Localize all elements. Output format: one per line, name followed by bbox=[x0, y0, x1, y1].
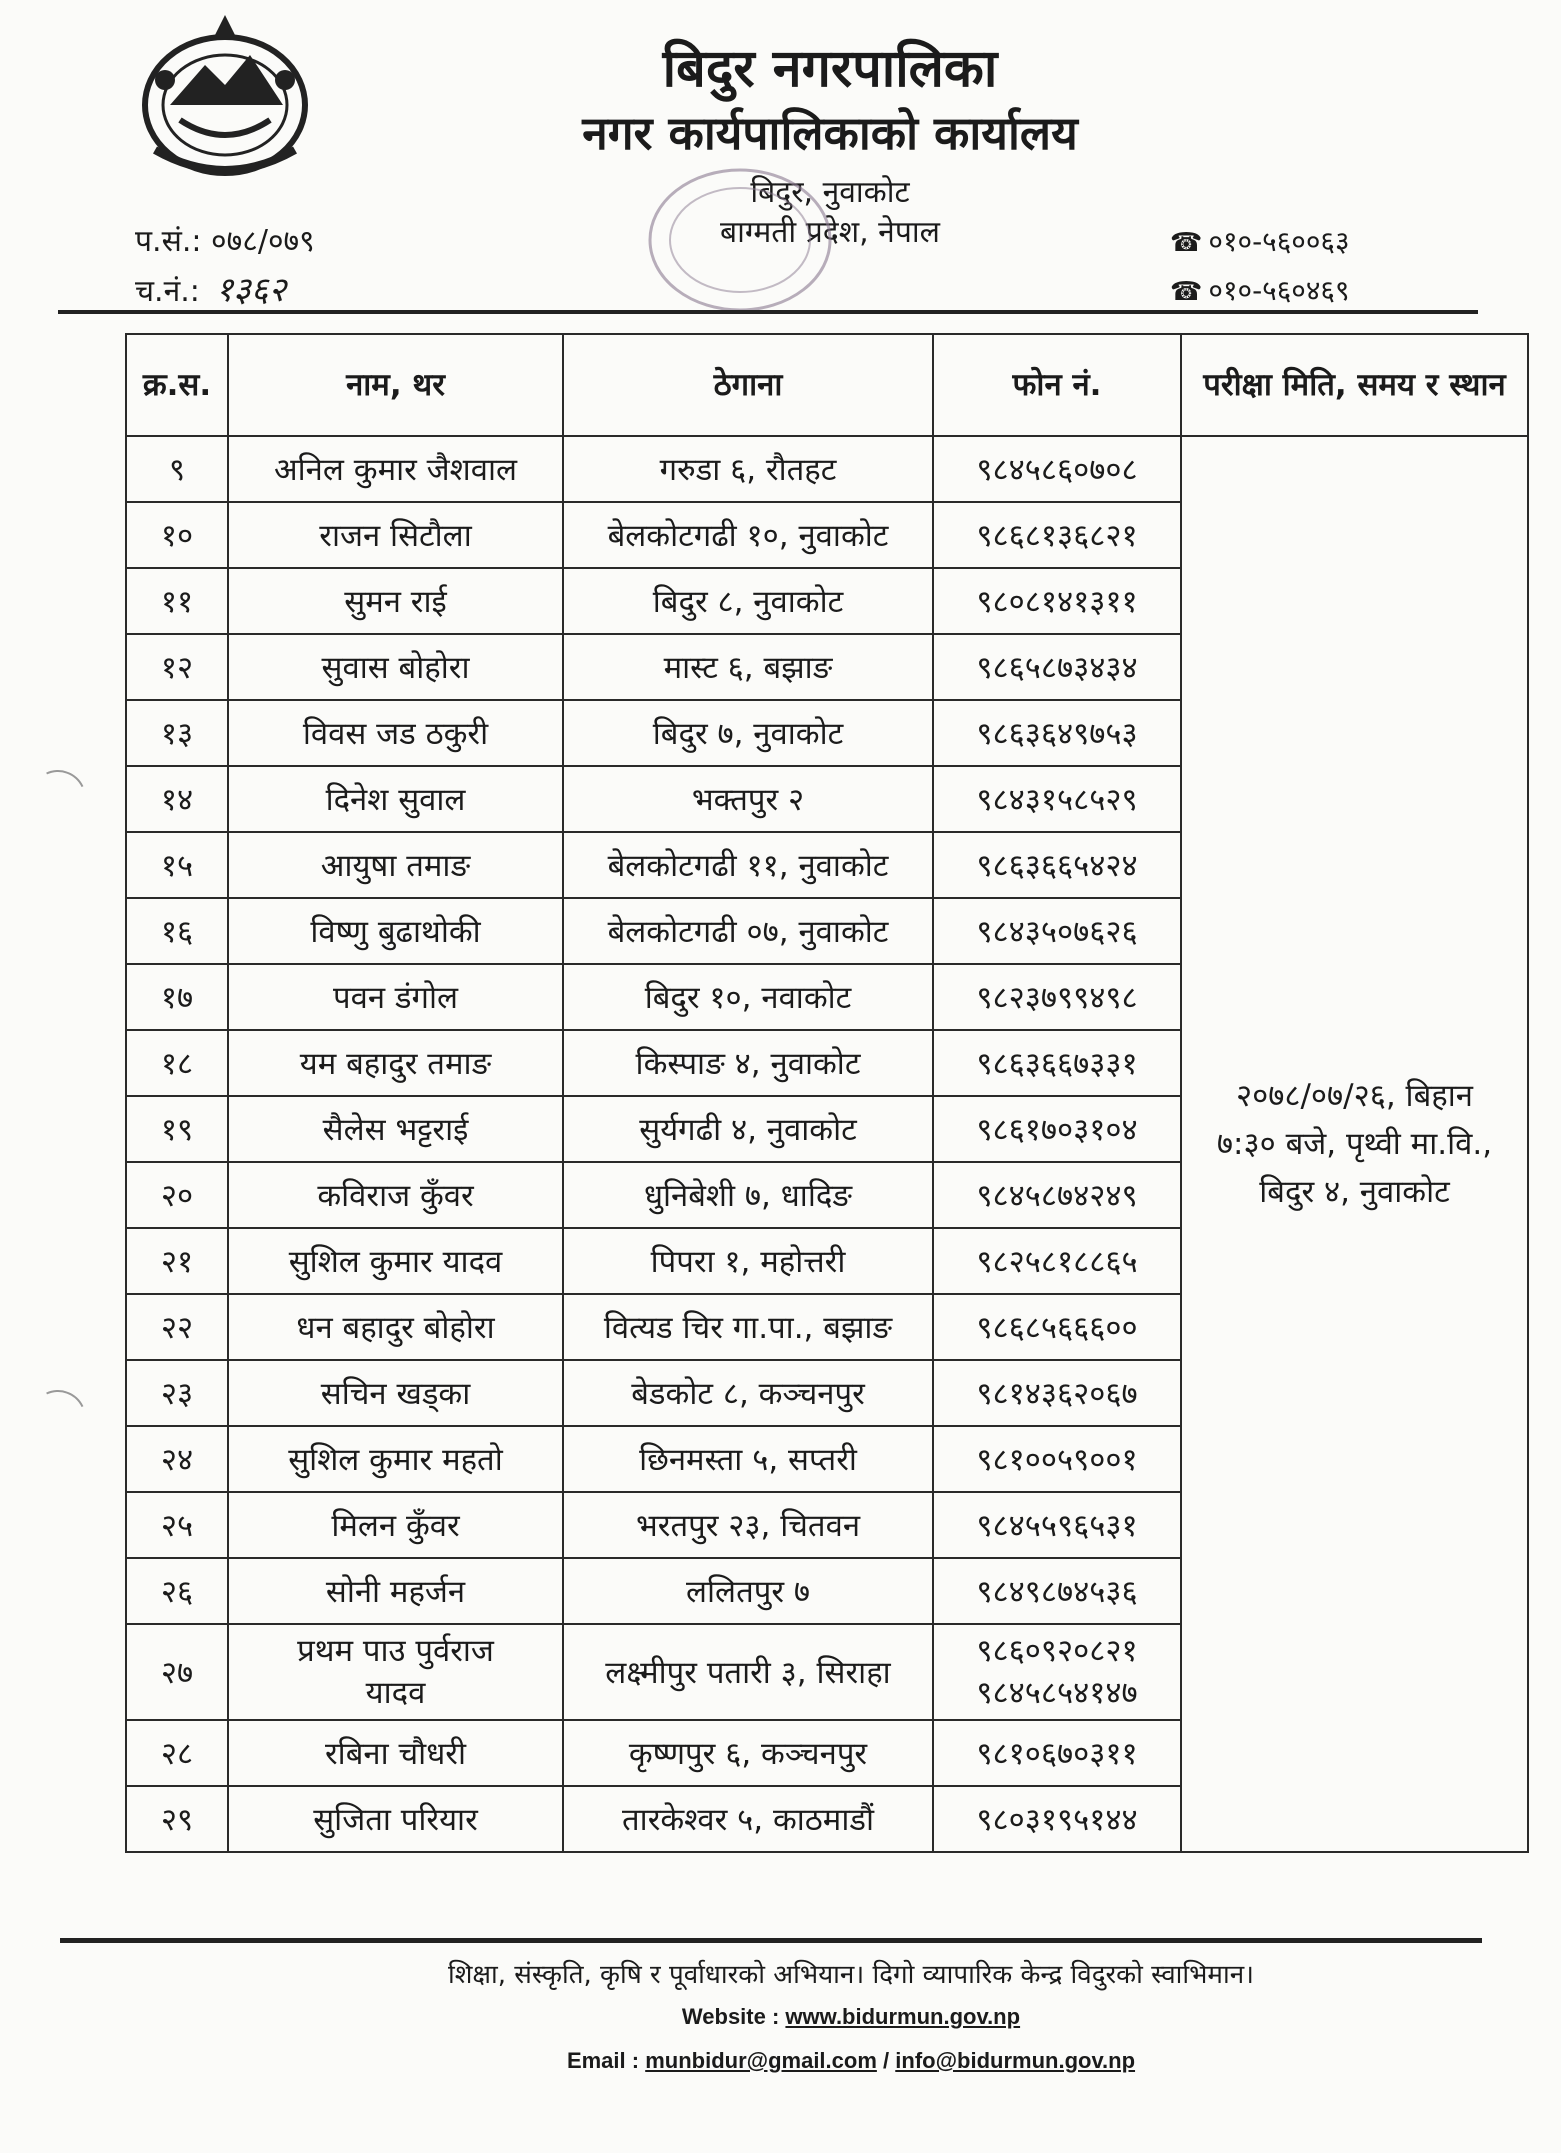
address-cell: कृष्णपुर ६, कञ्चनपुर bbox=[563, 1720, 933, 1786]
phone-cell: ९८४५८७४२४९ bbox=[933, 1162, 1181, 1228]
dispatch-value: १३६२ bbox=[215, 270, 287, 310]
header-exam-info: परीक्षा मिति, समय र स्थान bbox=[1181, 334, 1528, 436]
name-cell: कविराज कुँवर bbox=[228, 1162, 563, 1228]
header-name: नाम, थर bbox=[228, 334, 563, 436]
address-cell: सुर्यगढी ४, नुवाकोट bbox=[563, 1096, 933, 1162]
address-cell: गरुडा ६, रौतहट bbox=[563, 436, 933, 502]
address-cell: बिदुर १०, नवाकोट bbox=[563, 964, 933, 1030]
address-cell: बेडकोट ८, कञ्चनपुर bbox=[563, 1360, 933, 1426]
email-link-2[interactable]: info@bidurmun.gov.np bbox=[895, 2048, 1136, 2073]
website-label: Website : bbox=[681, 2004, 780, 2029]
ref-label: प.सं.: bbox=[135, 224, 202, 259]
name-cell: सुशिल कुमार यादव bbox=[228, 1228, 563, 1294]
phone-cell bbox=[933, 1624, 1181, 1720]
serial-cell: ११ bbox=[126, 568, 228, 634]
address-cell: तारकेश्वर ५, काठमाडौं bbox=[563, 1786, 933, 1852]
address-cell: बेलकोटगढी १०, नुवाकोट bbox=[563, 502, 933, 568]
serial-cell: २२ bbox=[126, 1294, 228, 1360]
serial-cell: १८ bbox=[126, 1030, 228, 1096]
serial-cell: १० bbox=[126, 502, 228, 568]
serial-cell: २७ bbox=[126, 1624, 228, 1720]
serial-cell: २८ bbox=[126, 1720, 228, 1786]
phone-cell: ९८१००५९००१ bbox=[933, 1426, 1181, 1492]
phone-cell: ९८६८५६६६०० bbox=[933, 1294, 1181, 1360]
reference-numbers bbox=[135, 218, 315, 316]
address-cell: पिपरा १, महोत्तरी bbox=[563, 1228, 933, 1294]
punch-hole bbox=[22, 762, 94, 834]
candidate-table bbox=[125, 333, 1529, 1853]
table-row bbox=[126, 436, 1528, 502]
phone-cell: ९८६५८७३४३४ bbox=[933, 634, 1181, 700]
serial-cell: १६ bbox=[126, 898, 228, 964]
address-line-1: बिदुर, नुवाकोट bbox=[750, 175, 910, 210]
address-cell: बेलकोटगढी ०७, नुवाकोट bbox=[563, 898, 933, 964]
serial-cell: २० bbox=[126, 1162, 228, 1228]
address-cell: भक्तपुर २ bbox=[563, 766, 933, 832]
phone-cell: ९८४३५०७६२६ bbox=[933, 898, 1181, 964]
exam-info-line: बिदुर ४, नुवाकोट bbox=[1259, 1174, 1450, 1210]
phone-cell: ९८४३१५८५२९ bbox=[933, 766, 1181, 832]
address-cell: ललितपुर ७ bbox=[563, 1558, 933, 1624]
address-cell: बिदुर ८, नुवाकोट bbox=[563, 568, 933, 634]
email-link-1[interactable]: munbidur@gmail.com bbox=[645, 2048, 877, 2073]
office-stamp bbox=[640, 160, 840, 320]
header-divider bbox=[58, 310, 1478, 314]
name-cell: धन बहादुर बोहोरा bbox=[228, 1294, 563, 1360]
name-cell: पवन डंगोल bbox=[228, 964, 563, 1030]
phone-cell: ९८६१७०३१०४ bbox=[933, 1096, 1181, 1162]
phone-cell: ९८६३६६७३३१ bbox=[933, 1030, 1181, 1096]
serial-cell: २१ bbox=[126, 1228, 228, 1294]
phone-cell: ९८२३७९९४९८ bbox=[933, 964, 1181, 1030]
address-cell: मास्ट ६, बझाङ bbox=[563, 634, 933, 700]
name-cell: यम बहादुर तमाङ bbox=[228, 1030, 563, 1096]
phone-line: ९८४५८५४१४७ bbox=[976, 1675, 1138, 1711]
serial-cell: २३ bbox=[126, 1360, 228, 1426]
footer-email bbox=[220, 2039, 1482, 2083]
serial-cell: १३ bbox=[126, 700, 228, 766]
name-cell bbox=[228, 1624, 563, 1720]
address-cell: भरतपुर २३, चितवन bbox=[563, 1492, 933, 1558]
telephone-icon: ☎ bbox=[1170, 228, 1203, 258]
phone-2: ०१०-५६०४६९ bbox=[1208, 274, 1350, 307]
name-cell: रबिना चौधरी bbox=[228, 1720, 563, 1786]
address-cell: बिदुर ७, नुवाकोट bbox=[563, 700, 933, 766]
name-cell: सैलेस भट्टराई bbox=[228, 1096, 563, 1162]
phone-cell: ९८४५५९६५३१ bbox=[933, 1492, 1181, 1558]
name-cell: सोनी महर्जन bbox=[228, 1558, 563, 1624]
header-address: ठेगाना bbox=[563, 334, 933, 436]
email-label: Email : bbox=[566, 2048, 640, 2073]
serial-cell: १२ bbox=[126, 634, 228, 700]
phone-row-2 bbox=[1170, 267, 1350, 316]
phone-cell: ९८०८१४१३११ bbox=[933, 568, 1181, 634]
punch-hole bbox=[22, 1382, 94, 1454]
address-cell: छिनमस्ता ५, सप्तरी bbox=[563, 1426, 933, 1492]
name-cell: विष्णु बुढाथोकी bbox=[228, 898, 563, 964]
dispatch-label: च.नं.: bbox=[135, 274, 200, 309]
name-cell: सुवास बोहोरा bbox=[228, 634, 563, 700]
address-cell: वित्यड चिर गा.पा., बझाङ bbox=[563, 1294, 933, 1360]
phone-cell: ९८०३१९५१४४ bbox=[933, 1786, 1181, 1852]
dispatch-number-row bbox=[135, 266, 315, 316]
header-serial: क्र.स. bbox=[126, 334, 228, 436]
name-cell: सुजिता परियार bbox=[228, 1786, 563, 1852]
serial-cell: २९ bbox=[126, 1786, 228, 1852]
name-cell: दिनेश सुवाल bbox=[228, 766, 563, 832]
website-link[interactable]: www.bidurmun.gov.np bbox=[785, 2004, 1021, 2029]
exam-info-line: २०७८/०७/२६, बिहान bbox=[1236, 1078, 1473, 1114]
header-phone: फोन नं. bbox=[933, 334, 1181, 436]
address-cell: किस्पाङ ४, नुवाकोट bbox=[563, 1030, 933, 1096]
serial-cell: १७ bbox=[126, 964, 228, 1030]
footer-motto: शिक्षा, संस्कृति, कृषि र पूर्वाधारको अभियान। दिगो व्यापारिक केन्द्र विदुरको स्वाभिमान। bbox=[447, 1960, 1254, 1990]
serial-cell: २४ bbox=[126, 1426, 228, 1492]
name-cell: अनिल कुमार जैशवाल bbox=[228, 436, 563, 502]
name-line: यादव bbox=[365, 1675, 426, 1711]
ref-number-row bbox=[135, 218, 315, 266]
municipality-title: बिदुर नगरपालिका bbox=[662, 39, 998, 99]
email-separator: / bbox=[883, 2048, 890, 2073]
serial-cell: १९ bbox=[126, 1096, 228, 1162]
phone-1: ०१०-५६००६३ bbox=[1208, 225, 1350, 258]
letter-footer bbox=[60, 1955, 1482, 2083]
phone-cell: ९८६३६४९७५३ bbox=[933, 700, 1181, 766]
address-cell: धुनिबेशी ७, धादिङ bbox=[563, 1162, 933, 1228]
address-line-2: बाग्मती प्रदेश, नेपाल bbox=[720, 215, 940, 250]
serial-cell: ९ bbox=[126, 436, 228, 502]
exam-info-line: ७:३० बजे, पृथ्वी मा.वि., bbox=[1216, 1126, 1493, 1162]
phone-numbers bbox=[1170, 218, 1350, 316]
table-header-row bbox=[126, 334, 1528, 436]
phone-row-1 bbox=[1170, 218, 1350, 267]
telephone-icon: ☎ bbox=[1170, 277, 1203, 307]
serial-cell: १४ bbox=[126, 766, 228, 832]
serial-cell: २६ bbox=[126, 1558, 228, 1624]
phone-cell: ९८१४३६२०६७ bbox=[933, 1360, 1181, 1426]
footer-divider bbox=[60, 1938, 1482, 1943]
name-cell: सुशिल कुमार महतो bbox=[228, 1426, 563, 1492]
phone-cell: ९८६३६६५४२४ bbox=[933, 832, 1181, 898]
address-cell: बेलकोटगढी ११, नुवाकोट bbox=[563, 832, 933, 898]
phone-cell: ९८१०६७०३११ bbox=[933, 1720, 1181, 1786]
exam-info-cell bbox=[1181, 436, 1528, 1852]
name-cell: आयुषा तमाङ bbox=[228, 832, 563, 898]
phone-cell: ९८६८१३६८२१ bbox=[933, 502, 1181, 568]
name-cell: मिलन कुँवर bbox=[228, 1492, 563, 1558]
phone-cell: ९८२५८१८८६५ bbox=[933, 1228, 1181, 1294]
ref-value: ०७८/०७९ bbox=[211, 224, 315, 259]
name-cell: राजन सिटौला bbox=[228, 502, 563, 568]
phone-cell: ९८४९८७४५३६ bbox=[933, 1558, 1181, 1624]
nepal-emblem-logo bbox=[125, 10, 325, 185]
name-line: प्रथम पाउ पुर्वराज bbox=[297, 1633, 494, 1669]
candidate-table-wrapper bbox=[125, 333, 1527, 1853]
name-cell: विवस जड ठकुरी bbox=[228, 700, 563, 766]
office-title: नगर कार्यपालिकाको कार्यालय bbox=[582, 106, 1078, 160]
serial-cell: २५ bbox=[126, 1492, 228, 1558]
serial-cell: १५ bbox=[126, 832, 228, 898]
address-cell: लक्ष्मीपुर पतारी ३, सिराहा bbox=[563, 1624, 933, 1720]
name-cell: सचिन खड्का bbox=[228, 1360, 563, 1426]
phone-line: ९८६०९२०८२१ bbox=[976, 1633, 1138, 1669]
name-cell: सुमन राई bbox=[228, 568, 563, 634]
phone-cell: ९८४५८६०७०८ bbox=[933, 436, 1181, 502]
footer-website bbox=[220, 1995, 1482, 2039]
